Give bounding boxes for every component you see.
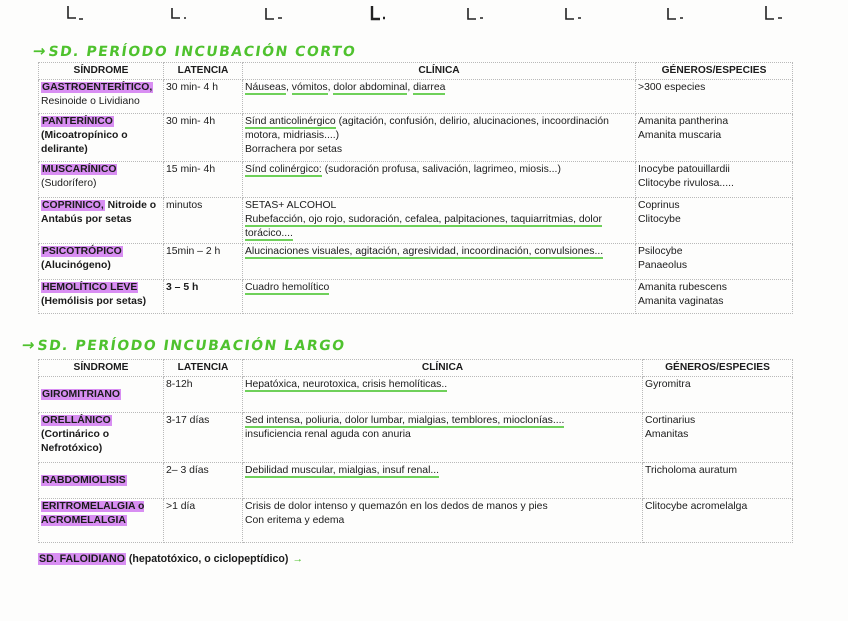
clinic-term: Debilidad muscular, mialgias, insuf renal... xyxy=(245,465,440,476)
genera-item: Coprinus xyxy=(638,200,680,211)
latency-cell: 3-17 días xyxy=(164,413,243,463)
syndrome-sub: (Cortinárico o Nefrotóxico) xyxy=(41,429,110,454)
col-syndrome: SÍNDROME xyxy=(39,360,164,377)
syndrome-cell xyxy=(39,463,164,499)
genera-item: Gyromitra xyxy=(645,379,691,390)
clinic-text: SETAS+ ALCOHOL xyxy=(245,200,337,211)
syndrome-cell xyxy=(39,413,164,463)
binder-marks xyxy=(0,0,848,30)
col-genera: GÉNEROS/ESPECIES xyxy=(636,63,793,80)
clinic-cell xyxy=(243,463,643,499)
table-row xyxy=(39,114,793,162)
clinic-term: Alucinaciones visuales, agitación, agresividad, incoordinación, convulsiones... xyxy=(245,246,604,257)
clinic-term: Sínd colinérgico: xyxy=(245,164,322,175)
genera-item: Clitocybe acromelalga xyxy=(645,501,748,512)
heading-long-incubation xyxy=(21,336,347,354)
col-latency: LATENCIA xyxy=(164,360,243,377)
binder-marks-svg xyxy=(0,0,848,30)
latency-cell: 15 min- 4h xyxy=(164,162,243,198)
genera-cell xyxy=(643,413,793,463)
table-row xyxy=(39,80,793,114)
genera-cell xyxy=(636,198,793,244)
genera-item: Cortinarius xyxy=(645,415,696,426)
latency-cell: 30 min- 4h xyxy=(164,114,243,162)
table-header-row xyxy=(39,63,793,80)
clinic-cell xyxy=(243,377,643,413)
clinic-term: Hepatóxica, neurotoxica, crisis hemolíticas.. xyxy=(245,379,448,390)
faloidiano-name: SD. FALOIDIANO xyxy=(39,553,125,565)
syndrome-name: ORELLÁNICO xyxy=(42,415,111,426)
syndrome-cell xyxy=(39,162,164,198)
genera-item: Amanita pantherina xyxy=(638,116,729,127)
clinic-text: (sudoración profusa, salivación, lagrimeo, miosis...) xyxy=(321,164,561,175)
genera-item: Tricholoma auratum xyxy=(645,465,738,476)
latency-cell: 3 – 5 h xyxy=(164,280,243,314)
clinic-cell xyxy=(243,162,636,198)
clinic-cell xyxy=(243,280,636,314)
table-row xyxy=(39,244,793,280)
genera-item: Amanita vaginatas xyxy=(638,296,724,307)
latency-cell: 8-12h xyxy=(164,377,243,413)
col-latency: LATENCIA xyxy=(164,63,243,80)
genera-item: Clitocybe xyxy=(638,214,681,225)
genera-cell xyxy=(636,80,793,114)
syndrome-cell xyxy=(39,377,164,413)
col-genera: GÉNEROS/ESPECIES xyxy=(643,360,793,377)
table-long-incubation xyxy=(38,359,793,543)
clinic-text: Crisis de dolor intenso y quemazón en los dedos de manos y pies xyxy=(245,501,548,512)
sep: , xyxy=(286,82,292,93)
genera-cell xyxy=(643,463,793,499)
syndrome-name: COPRINICO, xyxy=(42,200,104,211)
syndrome-cell xyxy=(39,80,164,114)
faloidiano-line xyxy=(38,553,303,565)
syndrome-sub: (Sudorífero) xyxy=(41,178,97,189)
syndrome-name: HEMOLÍTICO LEVE xyxy=(42,282,138,293)
arrow-right-icon: → xyxy=(292,553,303,565)
table-header-row xyxy=(39,360,793,377)
table-row xyxy=(39,280,793,314)
clinic-cell xyxy=(243,80,636,114)
genera-cell xyxy=(636,280,793,314)
genera-item: Clitocybe rivulosa..... xyxy=(638,178,734,189)
clinic-text: Borrachera por setas xyxy=(245,144,343,155)
arrow-right-icon: → xyxy=(20,336,36,354)
clinic-term: Rubefacción, ojo rojo, sudoración, cefalea, palpitaciones, taquiarritmias, dolor torácico.... xyxy=(245,214,602,239)
syndrome-cell xyxy=(39,114,164,162)
syndrome-cell xyxy=(39,244,164,280)
heading-long-text: SD. PERÍODO INCUBACIÓN LARGO xyxy=(36,338,347,354)
table-short-incubation xyxy=(38,62,793,314)
syndrome-name: PANTERÍNICO xyxy=(42,116,113,127)
latency-cell: 30 min- 4 h xyxy=(164,80,243,114)
clinic-term: vómitos xyxy=(291,82,328,93)
genera-cell xyxy=(636,162,793,198)
genera-cell xyxy=(643,377,793,413)
table-row xyxy=(39,499,793,543)
syndrome-sub: (Hemólisis por setas) xyxy=(41,296,147,307)
clinic-text: (agitación, confusión, delirio, alucinaciones, incoordinación motora, midriasis....) xyxy=(245,116,609,141)
latency-cell: 15min – 2 h xyxy=(164,244,243,280)
clinic-cell xyxy=(243,198,636,244)
col-clinic: CLÍNICA xyxy=(243,63,636,80)
col-clinic: CLÍNICA xyxy=(243,360,643,377)
genera-item: Amanita muscaria xyxy=(638,130,722,141)
syndrome-sub: (Alucinógeno) xyxy=(41,260,111,271)
latency-cell: >1 día xyxy=(164,499,243,543)
genera-item: >300 especies xyxy=(638,82,706,93)
faloidiano-desc: (hepatotóxico, o ciclopeptídico) xyxy=(125,553,289,565)
sep: , xyxy=(327,82,334,93)
genera-item: Inocybe patouillardii xyxy=(638,164,730,175)
syndrome-name: RABDOMIOLISIS xyxy=(42,474,126,486)
syndrome-cell xyxy=(39,499,164,543)
table-row xyxy=(39,463,793,499)
syndrome-sub: (Micoatropínico o delirante) xyxy=(41,130,128,155)
clinic-term: Sínd anticolinérgico xyxy=(245,116,336,127)
clinic-text: Con eritema y edema xyxy=(245,515,345,526)
genera-cell xyxy=(643,499,793,543)
syndrome-name: PSICOTRÓPICO xyxy=(42,246,122,257)
syndrome-name: ERITROMELALGIA o ACROMELALGIA xyxy=(41,501,145,526)
clinic-term: diarrea xyxy=(413,82,446,93)
syndrome-name: MUSCARÍNICO xyxy=(42,164,117,175)
syndrome-name: GIROMITRIANO xyxy=(42,388,120,400)
clinic-cell xyxy=(243,499,643,543)
table-row xyxy=(39,413,793,463)
table-row xyxy=(39,162,793,198)
genera-item: Amanita rubescens xyxy=(638,282,727,293)
clinic-cell xyxy=(243,413,643,463)
genera-cell xyxy=(636,114,793,162)
syndrome-cell xyxy=(39,198,164,244)
latency-cell: 2– 3 días xyxy=(164,463,243,499)
genera-cell xyxy=(636,244,793,280)
arrow-right-icon: → xyxy=(31,42,47,60)
clinic-term: dolor abdominal xyxy=(333,82,408,93)
sep: , xyxy=(407,82,414,93)
syndrome-name: GASTROENTERÍTICO, xyxy=(42,82,153,93)
syndrome-sub: Nitroide o Antabús por setas xyxy=(41,200,157,225)
syndrome-sub: Resinoide o Lividiano xyxy=(41,96,140,107)
heading-short-text: SD. PERÍODO INCUBACIÓN CORTO xyxy=(47,44,358,60)
clinic-term: Náuseas xyxy=(245,82,287,93)
col-syndrome: SÍNDROME xyxy=(39,63,164,80)
clinic-term: Sed intensa, poliuria, dolor lumbar, mialgias, temblores, mioclonías.... xyxy=(245,415,565,426)
clinic-cell xyxy=(243,244,636,280)
heading-short-incubation xyxy=(32,42,358,60)
clinic-term: Cuadro hemolítico xyxy=(245,282,330,293)
clinic-text: insuficiencia renal aguda con anuria xyxy=(245,429,411,440)
genera-item: Psilocybe xyxy=(638,246,683,257)
table-row xyxy=(39,198,793,244)
genera-item: Panaeolus xyxy=(638,260,688,271)
latency-cell: minutos xyxy=(164,198,243,244)
genera-item: Amanitas xyxy=(645,429,689,440)
syndrome-cell xyxy=(39,280,164,314)
table-row xyxy=(39,377,793,413)
clinic-cell xyxy=(243,114,636,162)
